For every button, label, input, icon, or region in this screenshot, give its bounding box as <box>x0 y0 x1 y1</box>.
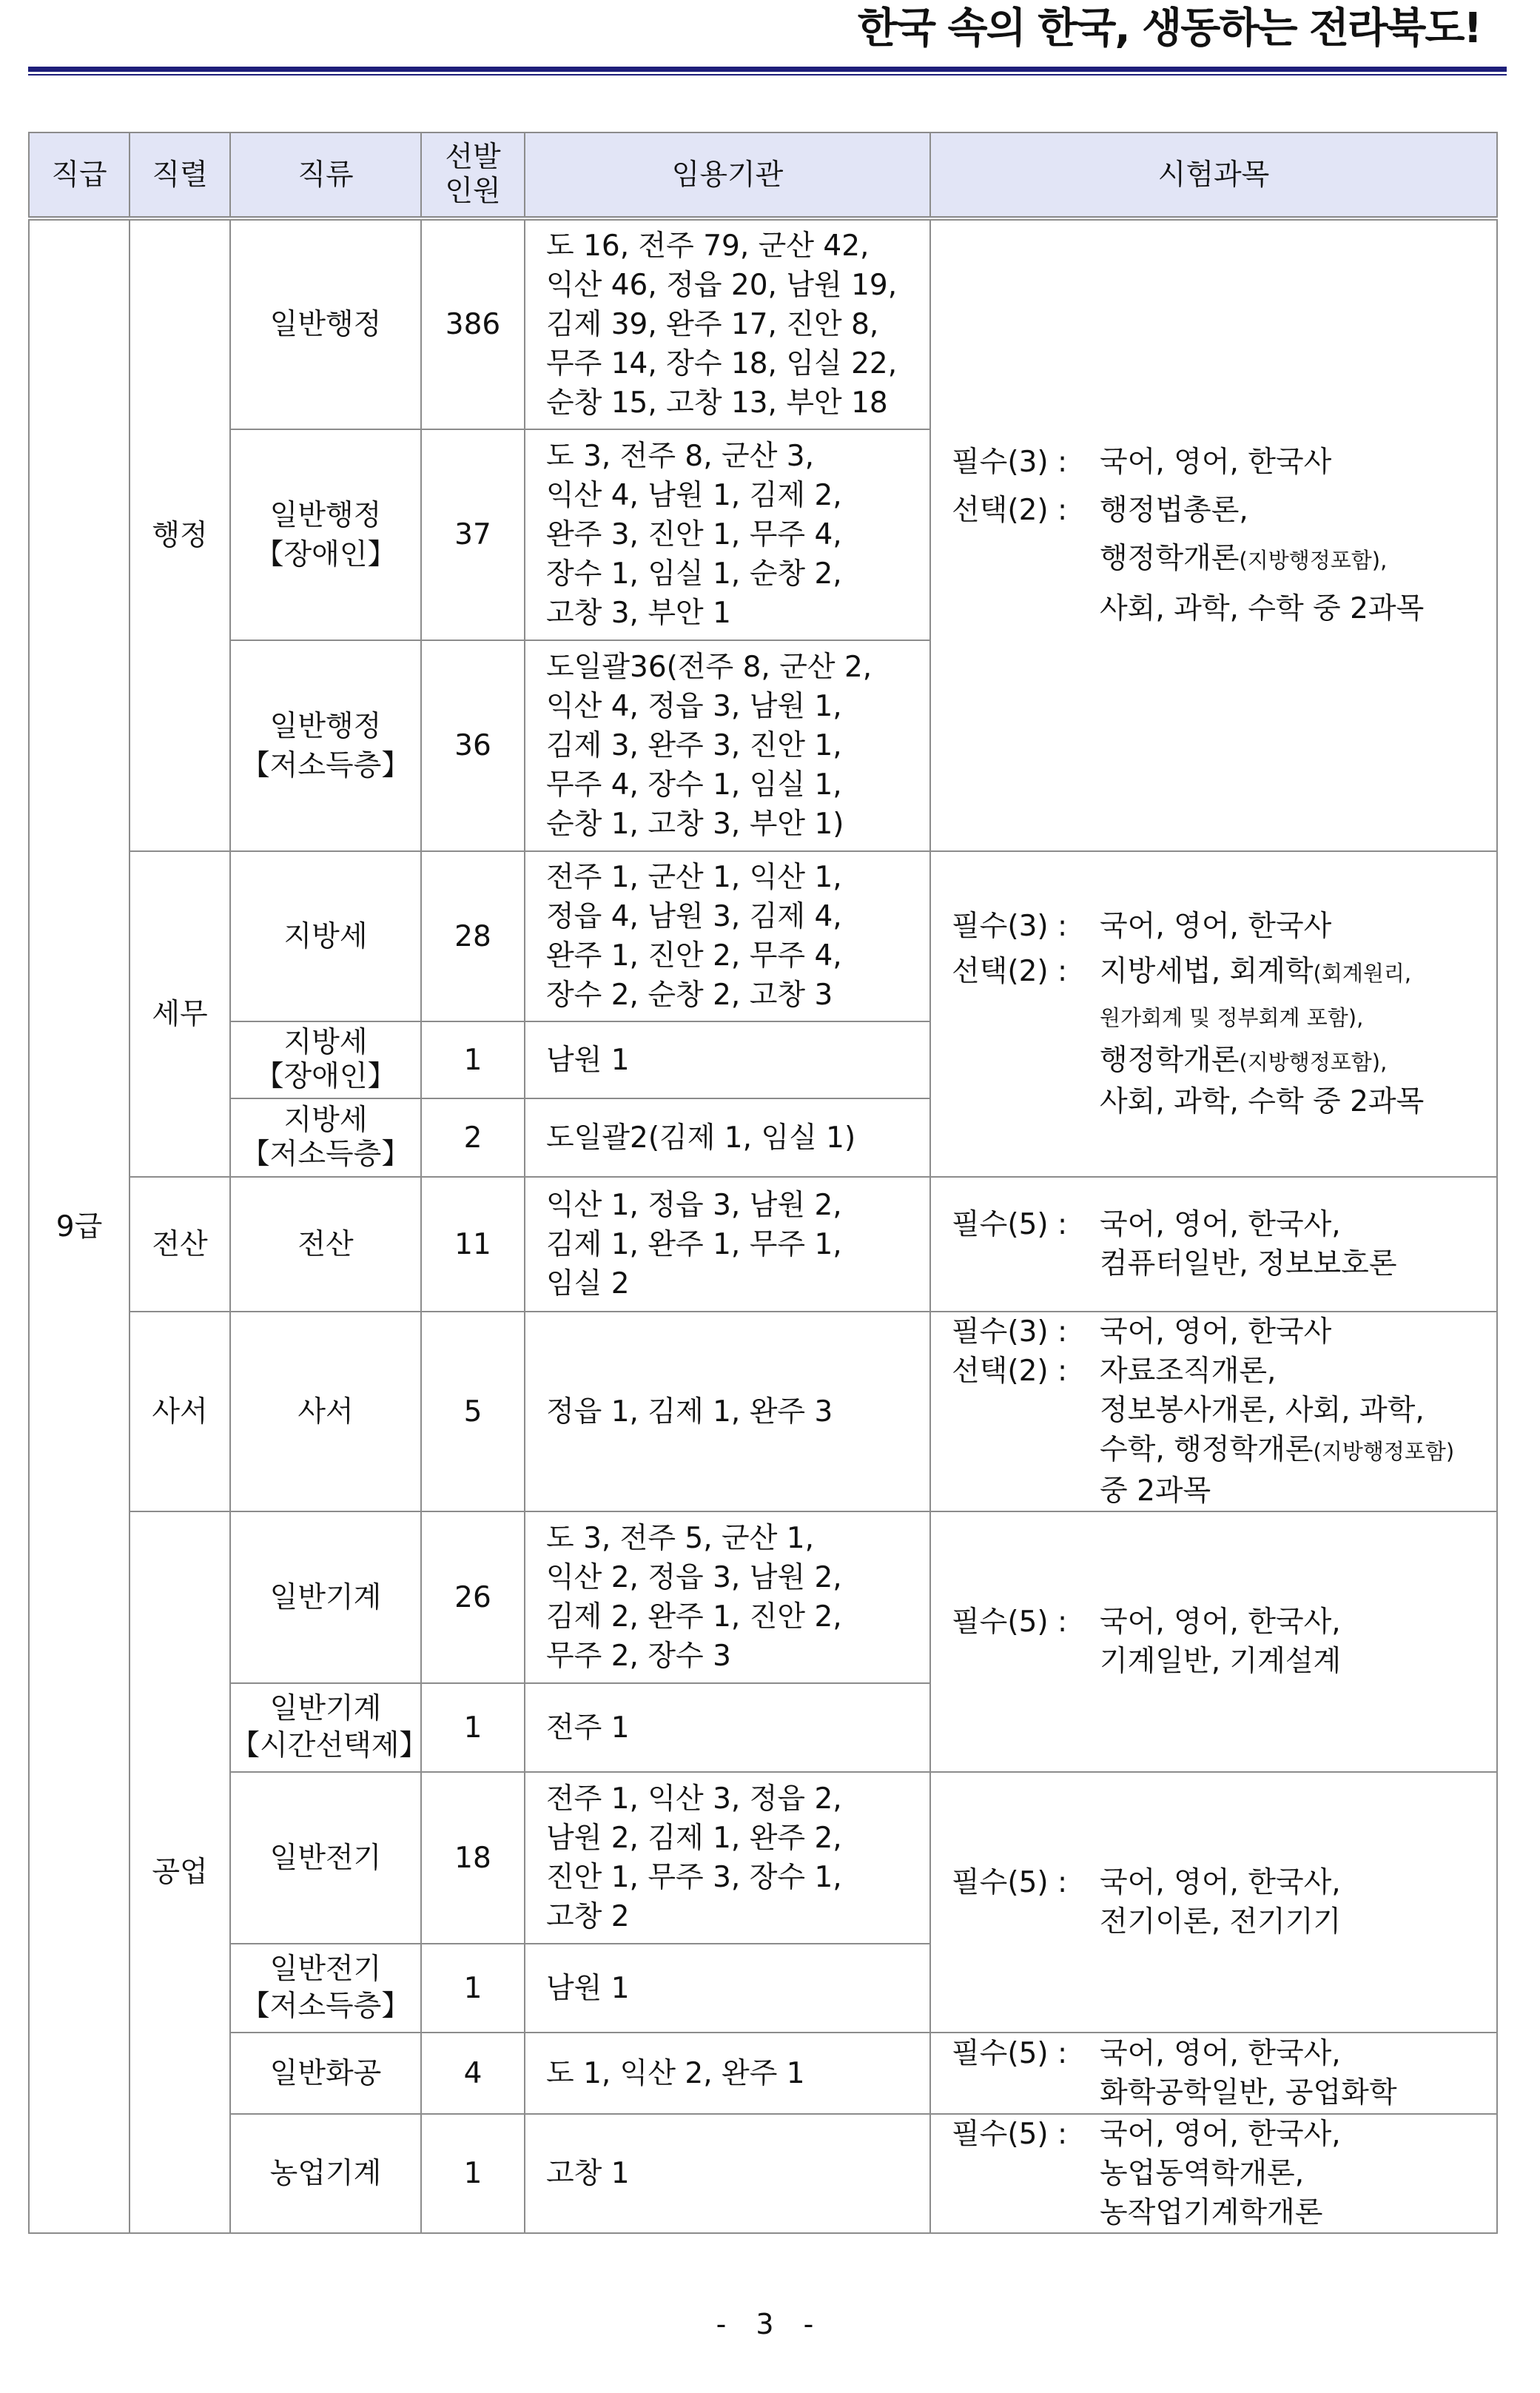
count-cell: 28 <box>421 851 525 1021</box>
subject-text: 사회, 과학, 수학 중 2과목 <box>1100 1085 1425 1118</box>
table-row <box>29 851 1497 1021</box>
class-cell: 일반기계 <box>230 1511 421 1683</box>
count-cell: 386 <box>421 218 525 429</box>
page-number: - 3 - <box>716 2308 824 2340</box>
class-cell: 일반화공 <box>230 2033 421 2114</box>
subject-text: 국어, 영어, 한국사 <box>1100 446 1332 479</box>
subject-text: 화학공학일반, 공업화학 <box>1100 2076 1397 2110</box>
table-row <box>29 1312 1497 1511</box>
table-row <box>29 1511 1497 1683</box>
count-cell: 2 <box>421 1098 525 1177</box>
subjects-computer <box>930 1177 1497 1312</box>
subject-text: 중 2과목 <box>1100 1474 1211 1508</box>
count-cell: 1 <box>421 1683 525 1772</box>
institutions-cell: 전주 1, 익산 3, 정읍 2, 남원 2, 김제 1, 완주 2, 진안 1, 무주 3, 장수 1, 고창 2 <box>525 1772 930 1944</box>
table-row <box>29 218 1497 429</box>
subjects-library <box>930 1312 1497 1511</box>
institutions-cell: 정읍 1, 김제 1, 완주 3 <box>525 1312 930 1511</box>
subject-label: 필수(5) : <box>952 2118 1068 2151</box>
subject-text: 행정법총론, <box>1100 494 1248 527</box>
table-header-row <box>29 132 1497 218</box>
recruitment-table <box>28 132 1498 2234</box>
grade-cell: 9급 <box>29 218 130 2233</box>
count-cell: 1 <box>421 2114 525 2233</box>
subject-text: 국어, 영어, 한국사, <box>1100 2037 1341 2070</box>
institutions-cell: 도 3, 전주 5, 군산 1, 익산 2, 정읍 3, 남원 2, 김제 2, 완주 1, 진안 2, 무주 2, 장수 3 <box>525 1511 930 1683</box>
class-cell: 지방세 【저소득층】 <box>230 1098 421 1177</box>
count-cell: 5 <box>421 1312 525 1511</box>
subjects-mech <box>930 1511 1497 1772</box>
subjects-tax <box>930 851 1497 1177</box>
subject-note: (지방행정포함), <box>1239 1050 1388 1075</box>
table-row <box>29 2033 1497 2114</box>
class-cell: 일반전기 <box>230 1772 421 1944</box>
series-computer: 전산 <box>130 1177 230 1312</box>
count-cell: 37 <box>421 429 525 640</box>
subject-label: 필수(5) : <box>952 2037 1068 2070</box>
institutions-cell: 도 16, 전주 79, 군산 42, 익산 46, 정읍 20, 남원 19, 김제 39, 완주 17, 진안 8, 무주 14, 장수 18, 임실 22, 순창 15, 고창 13, 부안 18 <box>525 218 930 429</box>
subject-text: 국어, 영어, 한국사, <box>1100 1208 1341 1241</box>
count-cell: 36 <box>421 640 525 851</box>
table-row <box>29 1772 1497 1944</box>
subject-text: 행정학개론 <box>1100 542 1240 575</box>
subject-note: (회계원리, <box>1313 961 1412 986</box>
subject-text: 국어, 영어, 한국사, <box>1100 2118 1341 2151</box>
subject-label: 필수(5) : <box>952 1605 1068 1639</box>
class-cell: 사서 <box>230 1312 421 1511</box>
subject-label: 필수(5) : <box>952 1208 1068 1241</box>
subject-text: 행정학개론 <box>1100 1044 1240 1077</box>
subject-text: 국어, 영어, 한국사, <box>1100 1605 1341 1639</box>
col-header-series: 직렬 <box>130 132 230 218</box>
series-tax: 세무 <box>130 851 230 1177</box>
institutions-cell: 도 1, 익산 2, 완주 1 <box>525 2033 930 2114</box>
series-admin: 행정 <box>130 218 230 851</box>
subject-label: 필수(5) : <box>952 1866 1068 1899</box>
table-row <box>29 2114 1497 2233</box>
col-header-subjects: 시험과목 <box>930 132 1497 218</box>
subject-label: 필수(3) : <box>952 910 1068 943</box>
series-library: 사서 <box>130 1312 230 1511</box>
subject-text: 농업동역학개론, <box>1100 2157 1305 2190</box>
subject-label: 필수(3) : <box>952 1315 1068 1349</box>
subject-label: 선택(2) : <box>952 494 1068 527</box>
subject-text: 국어, 영어, 한국사 <box>1100 910 1332 943</box>
subject-text: 농작업기계학개론 <box>1100 2196 1323 2229</box>
class-cell: 일반전기 【저소득층】 <box>230 1944 421 2033</box>
institutions-cell: 도 3, 전주 8, 군산 3, 익산 4, 남원 1, 김제 2, 완주 3, 진안 1, 무주 4, 장수 1, 임실 1, 순창 2, 고창 3, 부안 1 <box>525 429 930 640</box>
subjects-elec <box>930 1772 1497 2033</box>
class-cell: 일반행정 【저소득층】 <box>230 640 421 851</box>
subject-text: 정보봉사개론, 사회, 과학, <box>1100 1394 1425 1427</box>
header-rule <box>28 67 1507 72</box>
count-cell: 26 <box>421 1511 525 1683</box>
institutions-cell: 고창 1 <box>525 2114 930 2233</box>
col-header-grade: 직급 <box>29 132 130 218</box>
subject-text: 자료조직개론, <box>1100 1355 1277 1388</box>
subject-label: 선택(2) : <box>952 1355 1068 1388</box>
subject-label: 선택(2) : <box>952 955 1068 988</box>
count-cell: 1 <box>421 1944 525 2033</box>
class-cell: 농업기계 <box>230 2114 421 2233</box>
subject-text: 국어, 영어, 한국사 <box>1100 1315 1332 1349</box>
institutions-cell: 도일괄36(전주 8, 군산 2, 익산 4, 정읍 3, 남원 1, 김제 3, 완주 3, 진안 1, 무주 4, 장수 1, 임실 1, 순창 1, 고창 3, 부안 1) <box>525 640 930 851</box>
table-row <box>29 1177 1497 1312</box>
subject-text: 수학, 행정학개론 <box>1100 1433 1314 1466</box>
institutions-cell: 익산 1, 정읍 3, 남원 2, 김제 1, 완주 1, 무주 1, 임실 2 <box>525 1177 930 1312</box>
subject-note: (지방행정포함) <box>1313 1439 1455 1464</box>
header-rule-thin <box>28 74 1507 75</box>
col-header-count: 선발 인원 <box>421 132 525 218</box>
class-cell: 지방세 <box>230 851 421 1021</box>
subject-text: 사회, 과학, 수학 중 2과목 <box>1100 592 1425 625</box>
col-header-institutions: 임용기관 <box>525 132 930 218</box>
subjects-admin <box>930 218 1497 851</box>
series-industry: 공업 <box>130 1511 230 2233</box>
subject-text: 컴퓨터일반, 정보보호론 <box>1100 1247 1397 1281</box>
class-cell: 일반행정 【장애인】 <box>230 429 421 640</box>
page-header-title: 한국 속의 한국, 생동하는 전라북도! <box>857 4 1481 53</box>
col-header-class: 직류 <box>230 132 421 218</box>
institutions-cell: 전주 1 <box>525 1683 930 1772</box>
count-cell: 18 <box>421 1772 525 1944</box>
subjects-agri <box>930 2114 1497 2233</box>
institutions-cell: 남원 1 <box>525 1944 930 2033</box>
subject-note: (지방행정포함), <box>1239 548 1388 573</box>
subject-text: 국어, 영어, 한국사, <box>1100 1866 1341 1899</box>
institutions-cell: 도일괄2(김제 1, 임실 1) <box>525 1098 930 1177</box>
class-cell: 지방세 【장애인】 <box>230 1021 421 1098</box>
subject-text: 지방세법, 회계학 <box>1100 955 1314 988</box>
subjects-chem <box>930 2033 1497 2114</box>
subject-text: 기계일반, 기계설계 <box>1100 1645 1342 1678</box>
institutions-cell: 전주 1, 군산 1, 익산 1, 정읍 4, 남원 3, 김제 4, 완주 1, 진안 2, 무주 4, 장수 2, 순창 2, 고창 3 <box>525 851 930 1021</box>
class-cell: 전산 <box>230 1177 421 1312</box>
count-cell: 1 <box>421 1021 525 1098</box>
count-cell: 11 <box>421 1177 525 1312</box>
institutions-cell: 남원 1 <box>525 1021 930 1098</box>
class-cell: 일반기계 【시간선택제】 <box>230 1683 421 1772</box>
subject-note: 원가회계 및 정부회계 포함), <box>1100 1005 1364 1030</box>
subject-text: 전기이론, 전기기기 <box>1100 1905 1342 1939</box>
subject-label: 필수(3) : <box>952 446 1068 479</box>
class-cell: 일반행정 <box>230 218 421 429</box>
count-cell: 4 <box>421 2033 525 2114</box>
